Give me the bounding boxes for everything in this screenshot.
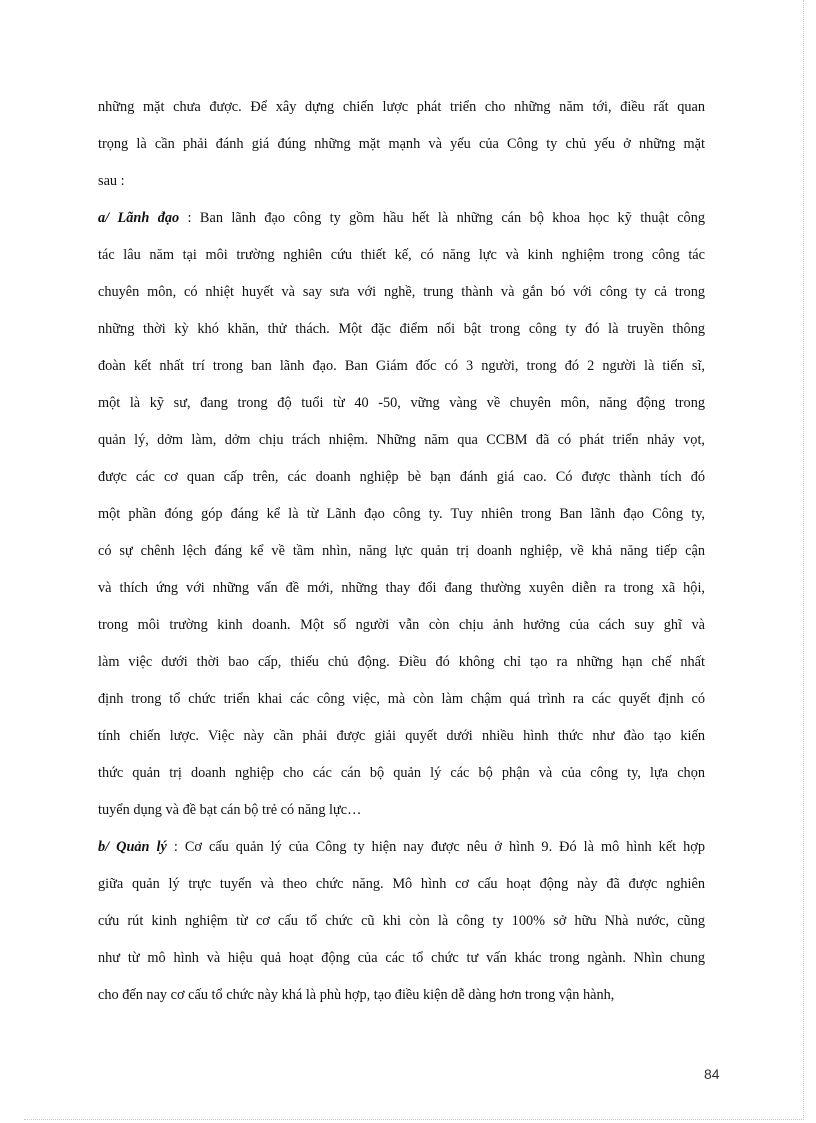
text-line: một phần đóng góp đáng kể là từ Lãnh đạo công ty. Tuy nhiên trong Ban lãnh đạo Công ty, bbox=[98, 506, 705, 522]
text-line: một là kỹ sư, đang trong độ tuổi từ 40 -50, vững vàng về chuyên môn, năng động trong bbox=[98, 395, 705, 411]
text-line: sau : bbox=[98, 173, 125, 189]
page-border-right bbox=[803, 0, 804, 1120]
page-number: 84 bbox=[704, 1066, 720, 1082]
text-line: và thích ứng với những vấn đề mới, những thay đổi đang thường xuyên diễn ra trong xã hội, bbox=[98, 580, 705, 596]
section-b-first-line bbox=[98, 832, 705, 869]
text-line: tính chiến lược. Việc này cần phải được giải quyết dưới nhiều hình thức như đào tạo kiến bbox=[98, 728, 705, 744]
text-line-rest: : Ban lãnh đạo công ty gồm hầu hết là những cán bộ khoa học kỹ thuật công bbox=[179, 210, 705, 226]
section-a-heading: a/ Lãnh đạo bbox=[98, 210, 180, 226]
text-line: những mặt chưa được. Để xây dựng chiến lược phát triển cho những năm tới, điều rất quan bbox=[98, 99, 705, 115]
text-line: cho đến nay cơ cấu tổ chức này khá là phù hợp, tạo điều kiện dễ dàng hơn trong vận hành, bbox=[98, 987, 615, 1003]
intro-paragraph bbox=[98, 92, 705, 203]
text-line: cứu rút kinh nghiệm từ cơ cấu tổ chức cũ khi còn là công ty 100% sở hữu Nhà nước, cũng bbox=[98, 913, 705, 929]
section-b-heading: b/ Quản lý bbox=[98, 839, 167, 855]
section-b-paragraph bbox=[98, 832, 705, 1017]
text-line: được các cơ quan cấp trên, các doanh nghiệp bè bạn đánh giá cao. Có được thành tích đó bbox=[98, 469, 705, 485]
text-line: làm việc dưới thời bao cấp, thiếu chủ động. Điều đó không chỉ tạo ra những hạn chế nhất bbox=[98, 654, 705, 670]
text-line: thức quản trị doanh nghiệp cho các cán bộ quản lý các bộ phận và của công ty, lựa chọn bbox=[98, 765, 705, 781]
text-line: có sự chênh lệch đáng kể về tầm nhìn, năng lực quản trị doanh nghiệp, về khả năng tiếp cận bbox=[98, 543, 705, 559]
text-line: tác lâu năm tại môi trường nghiên cứu thiết kế, có năng lực và kinh nghiệm trong công tác bbox=[98, 247, 705, 263]
section-a-paragraph bbox=[98, 203, 705, 832]
text-line: định trong tổ chức triển khai các công việc, mà còn làm chậm quá trình ra các quyết định có bbox=[98, 691, 705, 707]
text-line: đoàn kết nhất trí trong ban lãnh đạo. Ban Giám đốc có 3 người, trong đó 2 người là tiến sĩ, bbox=[98, 358, 705, 374]
section-a-first-line bbox=[98, 203, 705, 240]
text-line: quản lý, dởm làm, dởm chịu trách nhiệm. Những năm qua CCBM đã có phát triển nhảy vọt, bbox=[98, 432, 705, 448]
text-line: chuyên môn, có nhiệt huyết và say sưa với nghề, trung thành và gắn bó với công ty cả trong bbox=[98, 284, 705, 300]
text-line: như từ mô hình và hiệu quả hoạt động của các tổ chức tư vấn khác trong ngành. Nhìn chung bbox=[98, 950, 705, 966]
text-line-rest: : Cơ cấu quản lý của Công ty hiện nay được nêu ở hình 9. Đó là mô hình kết hợp bbox=[166, 839, 705, 855]
text-line: những thời kỳ khó khăn, thử thách. Một đặc điểm nổi bật trong công ty đó là truyền thông bbox=[98, 321, 705, 337]
page-border-bottom bbox=[24, 1119, 804, 1120]
text-line: giữa quản lý trực tuyến và theo chức năng. Mô hình cơ cấu hoạt động này đã được nghiên bbox=[98, 876, 705, 892]
text-line: trọng là cần phải đánh giá đúng những mặt mạnh và yếu của Công ty chủ yếu ở những mặt bbox=[98, 136, 705, 152]
text-line: trong môi trường kinh doanh. Một số người vẫn còn chịu ảnh hưởng của cách suy ghĩ và bbox=[98, 617, 705, 633]
text-line: tuyển dụng và đề bạt cán bộ trẻ có năng lực… bbox=[98, 802, 362, 818]
body-text bbox=[98, 92, 705, 1017]
